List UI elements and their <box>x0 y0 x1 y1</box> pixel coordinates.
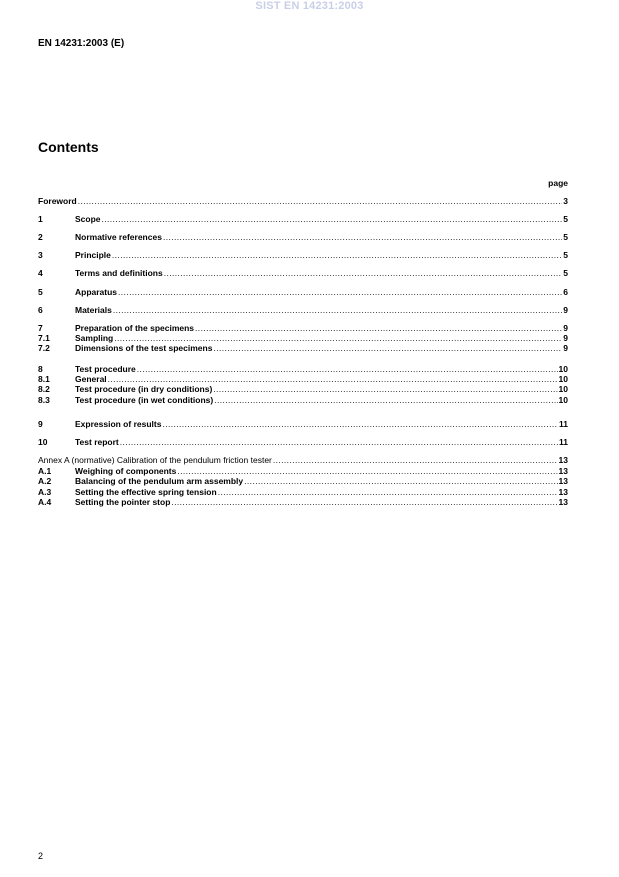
toc-leader-dots <box>171 497 557 507</box>
toc-entry-title: Foreword <box>38 196 77 206</box>
toc-entry-page: 13 <box>558 497 568 507</box>
toc-entry-number: 8.1 <box>38 374 50 384</box>
toc-entry-8-1[interactable] <box>38 374 568 384</box>
toc-entry-page: 9 <box>563 333 568 343</box>
toc-entry-title: Test report <box>75 437 119 447</box>
toc-entry-number: 1 <box>38 214 43 224</box>
toc-entry-10[interactable] <box>38 437 568 447</box>
toc-entry-title: Balancing of the pendulum arm assembly <box>75 476 244 486</box>
toc-leader-dots <box>108 374 558 384</box>
toc-entry-a-1[interactable] <box>38 466 568 476</box>
toc-entry-page: 5 <box>563 268 568 278</box>
toc-entry-title: Sampling <box>75 333 114 343</box>
toc-leader-dots <box>163 232 562 242</box>
toc-entry-page: 13 <box>558 466 568 476</box>
toc-leader-dots <box>112 250 562 260</box>
toc-entry-title: Setting the effective spring tension <box>75 487 217 497</box>
toc-entry-page: 3 <box>563 196 568 206</box>
toc-entry-page: 5 <box>563 232 568 242</box>
toc-leader-dots <box>218 487 558 497</box>
toc-leader-dots <box>137 364 558 374</box>
toc-entry-title: Dimensions of the test specimens <box>75 343 213 353</box>
toc-entry-title: General <box>75 374 107 384</box>
toc-leader-dots <box>102 214 563 224</box>
toc-entry-number: 6 <box>38 305 43 315</box>
page-number: 2 <box>38 851 44 861</box>
toc-entry-page: 5 <box>563 250 568 260</box>
toc-leader-dots <box>162 419 558 429</box>
toc-leader-dots <box>113 305 562 315</box>
toc-entry-title: Setting the pointer stop <box>75 497 171 507</box>
toc-entry-title: Apparatus <box>75 287 118 297</box>
page-column-heading: page <box>548 178 568 188</box>
toc-entry-a-2[interactable] <box>38 476 568 486</box>
toc-leader-dots <box>114 333 562 343</box>
toc-entry-title: Terms and definitions <box>75 268 163 278</box>
toc-entry-page: 11 <box>559 437 568 447</box>
toc-entry-8-2[interactable] <box>38 384 568 394</box>
toc-entry-9[interactable] <box>38 419 568 429</box>
toc-leader-dots <box>273 455 558 465</box>
toc-entry-number: 3 <box>38 250 43 260</box>
toc-entry-title: Test procedure (in wet conditions) <box>75 395 214 405</box>
toc-entry-page: 13 <box>558 487 568 497</box>
toc-leader-dots <box>213 343 562 353</box>
toc-entry-page: 13 <box>558 455 568 465</box>
toc-entry-number: 8.3 <box>38 395 50 405</box>
toc-entry-6[interactable] <box>38 305 568 315</box>
toc-entry-7[interactable] <box>38 323 568 333</box>
toc-entry-7-1[interactable] <box>38 333 568 343</box>
toc-entry-page: 10 <box>558 384 568 394</box>
toc-entry-2[interactable] <box>38 232 568 242</box>
toc-entry-a-3[interactable] <box>38 487 568 497</box>
toc-entry-title: Materials <box>75 305 112 315</box>
toc-leader-dots <box>177 466 557 476</box>
toc-entry-page: 10 <box>558 364 568 374</box>
toc-entry-title: Annex A (normative) Calibration of the pendulum friction tester <box>38 455 272 465</box>
toc-entry-number: A.1 <box>38 466 52 476</box>
toc-entry-page: 10 <box>558 395 568 405</box>
toc-entry-1[interactable] <box>38 214 568 224</box>
toc-entry-number: 10 <box>38 437 48 447</box>
toc-entry-a-4[interactable] <box>38 497 568 507</box>
toc-entry-8-3[interactable] <box>38 395 568 405</box>
toc-entry-title: Normative references <box>75 232 162 242</box>
toc-entry-number: 7.2 <box>38 343 50 353</box>
toc-entry-title: Expression of results <box>75 419 162 429</box>
toc-entry-number: 7.1 <box>38 333 50 343</box>
toc-entry-page: 6 <box>563 287 568 297</box>
toc-entry-number: 7 <box>38 323 43 333</box>
toc-entry-annex-a[interactable] <box>38 455 568 465</box>
toc-entry-title: Scope <box>75 214 101 224</box>
contents-heading: Contents <box>38 139 99 155</box>
toc-entry-4[interactable] <box>38 268 568 278</box>
toc-entry-page: 9 <box>563 323 568 333</box>
toc-entry-page: 11 <box>559 419 568 429</box>
toc-entry-page: 10 <box>558 374 568 384</box>
toc-entry-7-2[interactable] <box>38 343 568 353</box>
toc-entry-page: 9 <box>563 343 568 353</box>
toc-entry-number: 8 <box>38 364 43 374</box>
toc-leader-dots <box>120 437 558 447</box>
watermark: SIST EN 14231:2003 <box>255 0 364 12</box>
toc-entry-number: A.4 <box>38 497 52 507</box>
toc-entry-foreword[interactable] <box>38 196 568 206</box>
toc-entry-3[interactable] <box>38 250 568 260</box>
toc-entry-5[interactable] <box>38 287 568 297</box>
toc-entry-number: 4 <box>38 268 43 278</box>
toc-entry-title: Test procedure (in dry conditions) <box>75 384 213 394</box>
toc-leader-dots <box>195 323 562 333</box>
toc-entry-number: A.3 <box>38 487 52 497</box>
toc-leader-dots <box>78 196 563 206</box>
toc-leader-dots <box>213 384 557 394</box>
toc-leader-dots <box>214 395 557 405</box>
toc-entry-page: 9 <box>563 305 568 315</box>
toc-entry-page: 13 <box>558 476 568 486</box>
toc-entry-title: Preparation of the specimens <box>75 323 195 333</box>
document-id: EN 14231:2003 (E) <box>38 38 125 49</box>
toc-entry-number: 2 <box>38 232 43 242</box>
toc-entry-number: 8.2 <box>38 384 50 394</box>
toc-entry-number: 5 <box>38 287 43 297</box>
toc-entry-title: Principle <box>75 250 111 260</box>
toc-leader-dots <box>118 287 562 297</box>
toc-entry-8[interactable] <box>38 364 568 374</box>
toc-leader-dots <box>164 268 563 278</box>
toc-entry-title: Test procedure <box>75 364 136 374</box>
toc-entry-title: Weighing of components <box>75 466 177 476</box>
toc-entry-number: 9 <box>38 419 43 429</box>
toc-leader-dots <box>244 476 557 486</box>
toc-entry-page: 5 <box>563 214 568 224</box>
toc-entry-number: A.2 <box>38 476 52 486</box>
